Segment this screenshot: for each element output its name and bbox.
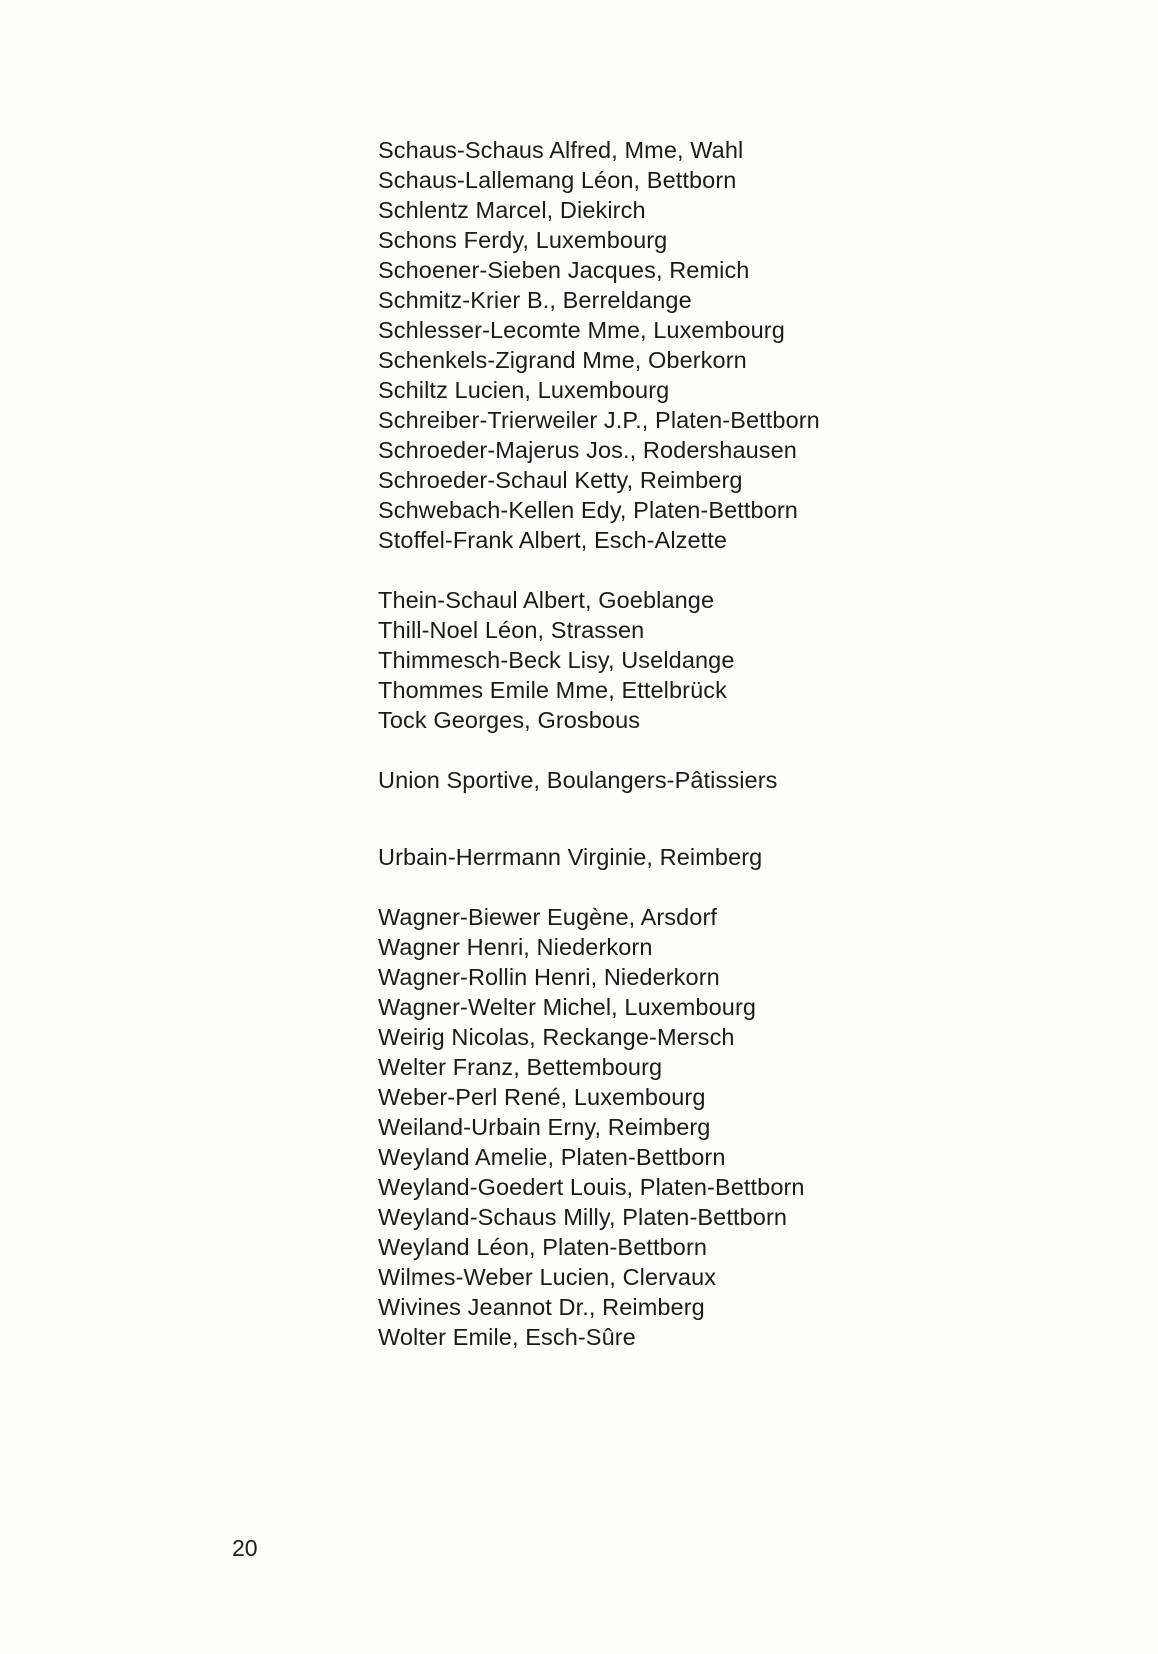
list-entry: Thill-Noel Léon, Strassen (378, 617, 645, 643)
list-entry: Schons Ferdy, Luxembourg (378, 227, 668, 253)
group-s (378, 135, 1078, 555)
list-entry: Wagner-Rollin Henri, Niederkorn (378, 964, 720, 990)
list-entry: Weyland-Schaus Milly, Platen-Bettborn (378, 1204, 788, 1230)
list-entry: Welter Franz, Bettembourg (378, 1054, 663, 1080)
list-entry: Wolter Emile, Esch-Sûre (378, 1324, 636, 1350)
list-entry: Weyland-Goedert Louis, Platen-Bettborn (378, 1174, 805, 1200)
list-entry: Schwebach-Kellen Edy, Platen-Bettborn (378, 497, 798, 523)
list-entry: Schroeder-Majerus Jos., Rodershausen (378, 437, 797, 463)
list-entry: Wagner-Biewer Eugène, Arsdorf (378, 904, 718, 930)
list-entry: Thommes Emile Mme, Ettelbrück (378, 677, 727, 703)
name-list (378, 135, 1078, 1352)
group-union (378, 765, 1078, 795)
list-entry: Weirig Nicolas, Reckange-Mersch (378, 1024, 735, 1050)
list-entry: Weyland Amelie, Platen-Bettborn (378, 1144, 726, 1170)
list-entry: Schaus-Schaus Alfred, Mme, Wahl (378, 137, 744, 163)
list-entry: Schoener-Sieben Jacques, Remich (378, 257, 750, 283)
list-entry: Schlentz Marcel, Diekirch (378, 197, 646, 223)
group-w (378, 902, 1078, 1352)
list-entry: Schlesser-Lecomte Mme, Luxembourg (378, 317, 785, 343)
list-entry: Weiland-Urbain Erny, Reimberg (378, 1114, 711, 1140)
list-entry: Thimmesch-Beck Lisy, Useldange (378, 647, 735, 673)
list-entry: Weber-Perl René, Luxembourg (378, 1084, 706, 1110)
list-entry: Schenkels-Zigrand Mme, Oberkorn (378, 347, 747, 373)
list-entry: Weyland Léon, Platen-Bettborn (378, 1234, 708, 1260)
list-entry: Schiltz Lucien, Luxembourg (378, 377, 670, 403)
list-entry: Schreiber-Trierweiler J.P., Platen-Bettborn (378, 407, 820, 433)
group-u (378, 842, 1078, 872)
list-entry: Stoffel-Frank Albert, Esch-Alzette (378, 527, 728, 553)
list-entry: Wivines Jeannot Dr., Reimberg (378, 1294, 705, 1320)
list-entry: Schaus-Lallemang Léon, Bettborn (378, 167, 737, 193)
list-entry: Urbain-Herrmann Virginie, Reimberg (378, 844, 763, 870)
list-entry: Wagner-Welter Michel, Luxembourg (378, 994, 757, 1020)
group-t (378, 585, 1078, 735)
page-number: 20 (232, 1535, 258, 1561)
list-entry: Schroeder-Schaul Ketty, Reimberg (378, 467, 743, 493)
list-entry: Wilmes-Weber Lucien, Clervaux (378, 1264, 717, 1290)
list-entry: Thein-Schaul Albert, Goeblange (378, 587, 715, 613)
list-entry: Union Sportive, Boulangers-Pâtissiers (378, 767, 778, 793)
list-entry: Tock Georges, Grosbous (378, 707, 641, 733)
list-entry: Schmitz-Krier B., Berreldange (378, 287, 692, 313)
list-entry: Wagner Henri, Niederkorn (378, 934, 653, 960)
